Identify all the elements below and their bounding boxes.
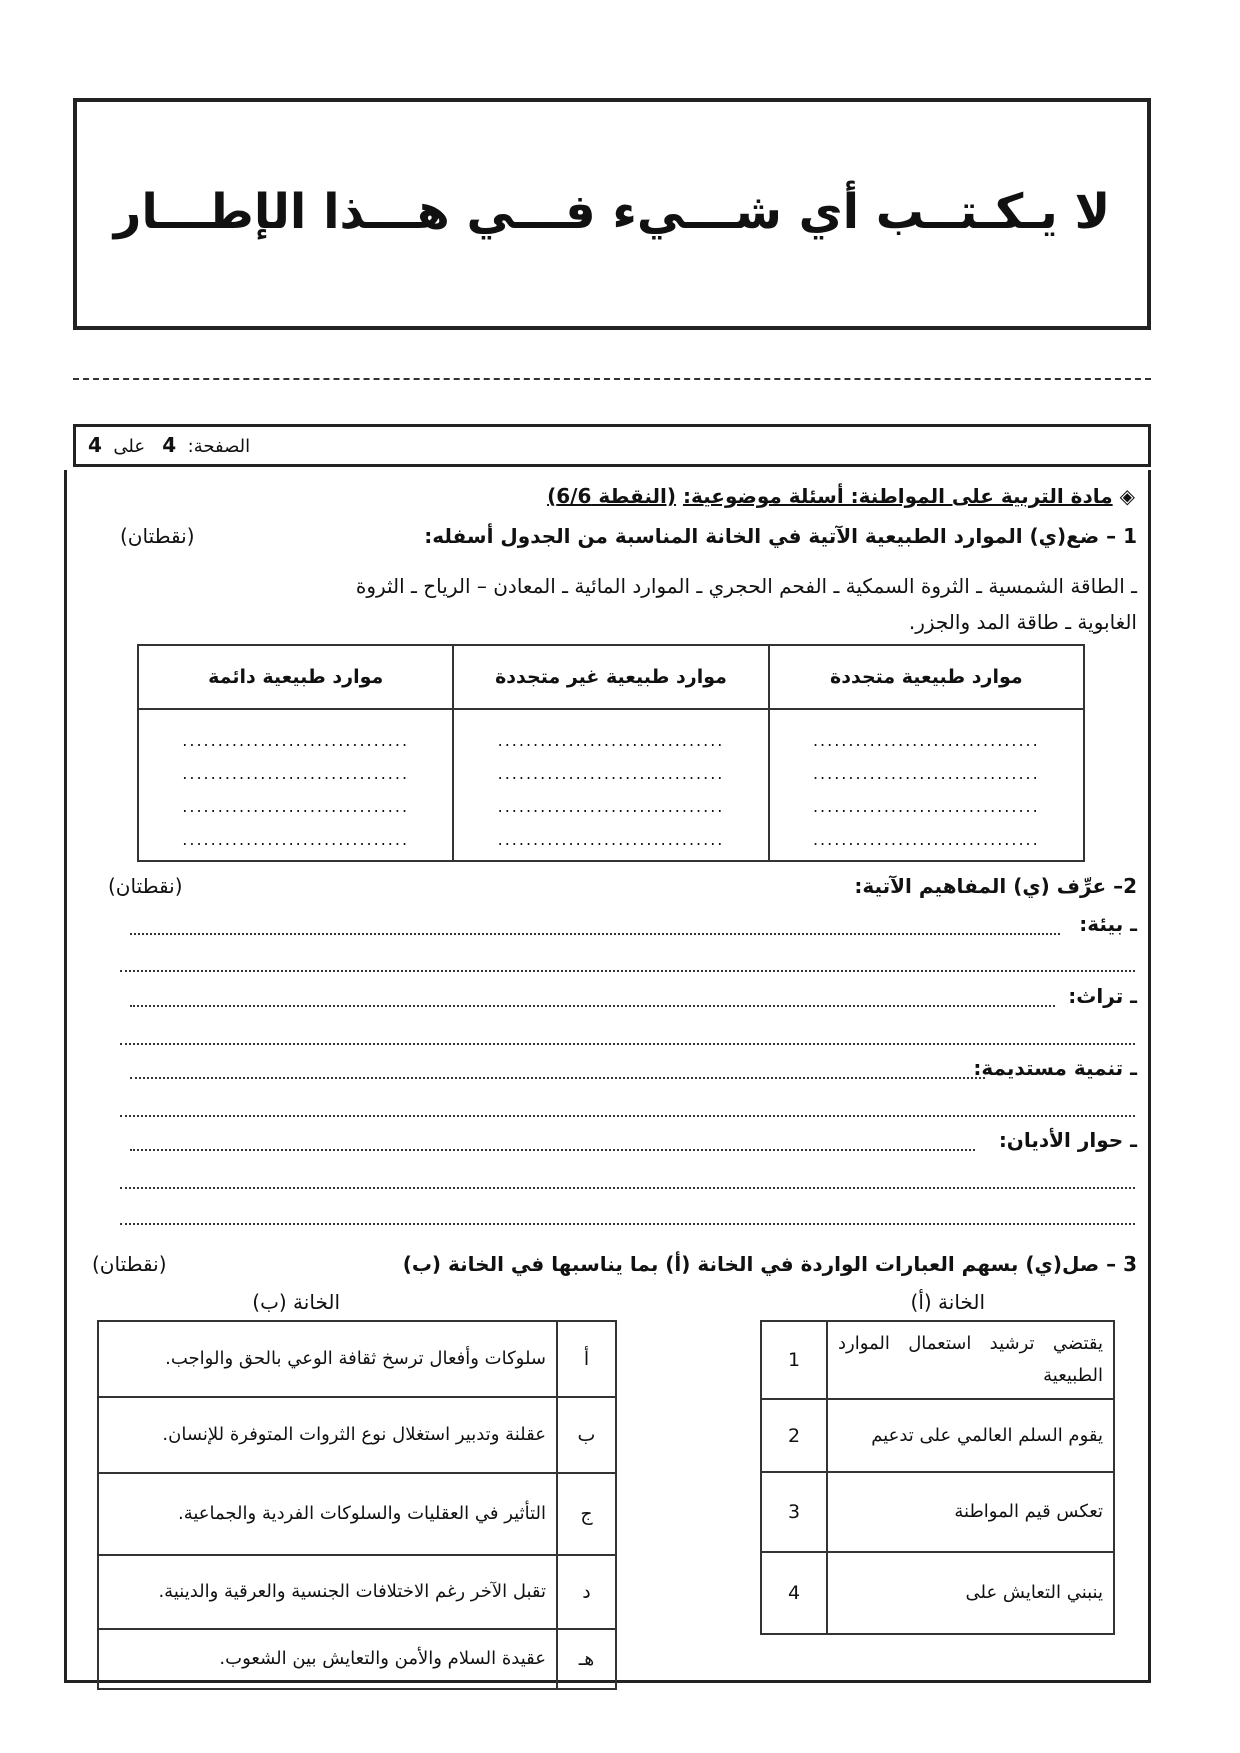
column-a-statement: تعكس قيم المواطنة — [827, 1472, 1114, 1552]
q1-prompt: 1 – ضع(ي) الموارد الطبيعية الآتية في الخانة المناسبة من الجدول أسفله: — [424, 524, 1137, 548]
answer-blank: ................................ — [182, 797, 410, 816]
column-b-row — [98, 1629, 616, 1689]
column-a-row — [761, 1321, 1114, 1399]
answer-blank: ................................ — [812, 797, 1040, 816]
answer-cell-non-renewable[interactable] — [453, 709, 768, 861]
column-b-row — [98, 1397, 616, 1473]
q1-classification-table — [137, 644, 1085, 862]
answer-blank: ................................ — [812, 764, 1040, 783]
q2-term-environment: ـ بيئة: — [1079, 912, 1137, 936]
page-number-bar — [73, 424, 1151, 467]
column-b-row — [98, 1321, 616, 1397]
column-b-row — [98, 1555, 616, 1629]
column-b-statement: عقيدة السلام والأمن والتعايش بين الشعوب. — [98, 1629, 557, 1689]
answer-line[interactable] — [130, 1005, 1055, 1007]
answer-blank: ................................ — [182, 830, 410, 849]
header-renewable: موارد طبيعية متجددة — [769, 645, 1084, 709]
answer-blank: ................................ — [497, 830, 725, 849]
answer-blank: ................................ — [182, 764, 410, 783]
answer-line[interactable] — [120, 1223, 1135, 1225]
subject-title: مادة التربية على المواطنة: أسئلة موضوعية: — [683, 484, 1113, 508]
answer-blank: ................................ — [497, 797, 725, 816]
table-header-row — [138, 645, 1084, 709]
column-b-letter[interactable]: ب — [557, 1397, 616, 1473]
do-not-write-frame — [73, 98, 1151, 330]
column-a-row — [761, 1472, 1114, 1552]
answer-line[interactable] — [120, 1043, 1135, 1045]
column-b-letter[interactable]: هـ — [557, 1629, 616, 1689]
answer-blank: ................................ — [182, 731, 410, 750]
answer-line[interactable] — [130, 933, 1060, 935]
column-a-row — [761, 1399, 1114, 1472]
answer-blank: ................................ — [812, 830, 1040, 849]
page-label: الصفحة: — [187, 436, 251, 457]
page-total: 4 — [88, 433, 102, 457]
answer-blank: ................................ — [497, 731, 725, 750]
page-current: 4 — [162, 433, 177, 457]
header-permanent: موارد طبيعية دائمة — [138, 645, 453, 709]
column-a-statement: يقتضي ترشيد استعمال الموارد الطبيعية — [827, 1321, 1114, 1399]
q2-term-heritage: ـ تراث: — [1068, 984, 1137, 1008]
column-a-number[interactable]: 3 — [761, 1472, 827, 1552]
column-b-statement: تقبل الآخر رغم الاختلافات الجنسية والعرقية والدينية. — [98, 1555, 557, 1629]
q1-points: (نقطتان) — [120, 524, 195, 548]
q1-resources-line-2: الغابوية ـ طاقة المد والجزر. — [908, 610, 1137, 634]
page-indicator — [88, 433, 250, 457]
column-a-number[interactable]: 1 — [761, 1321, 827, 1399]
q2-prompt: 2– عرِّف (ي) المفاهيم الآتية: — [854, 874, 1137, 898]
column-a-number[interactable]: 4 — [761, 1552, 827, 1634]
column-b-statement: عقلنة وتدبير استغلال نوع الثروات المتوفرة للإنسان. — [98, 1397, 557, 1473]
answer-line[interactable] — [130, 1077, 985, 1079]
q3-column-a-table — [760, 1320, 1115, 1635]
q3-column-b-table — [97, 1320, 617, 1690]
page-of: على — [113, 436, 146, 457]
answer-blank: ................................ — [812, 731, 1040, 750]
column-b-letter[interactable]: أ — [557, 1321, 616, 1397]
q2-term-sustainable-development: ـ تنمية مستديمة: — [973, 1056, 1137, 1080]
column-b-row — [98, 1473, 616, 1555]
table-answer-row — [138, 709, 1084, 861]
answer-line[interactable] — [120, 970, 1135, 972]
header-non-renewable: موارد طبيعية غير متجددة — [453, 645, 768, 709]
column-a-statement: ينبني التعايش على — [827, 1552, 1114, 1634]
do-not-write-warning: لا يـكـتــب أي شـــيء فـــي هـــذا الإطـــار — [113, 184, 1111, 240]
column-b-statement: التأثير في العقليات والسلوكات الفردية والجماعية. — [98, 1473, 557, 1555]
subject-heading — [547, 484, 1135, 508]
q3-column-b-label: الخانة (ب) — [252, 1290, 340, 1314]
q2-term-interfaith-dialogue: ـ حوار الأديان: — [998, 1128, 1137, 1152]
column-a-row — [761, 1552, 1114, 1634]
column-a-statement: يقوم السلم العالمي على تدعيم — [827, 1399, 1114, 1472]
q2-points: (نقطتان) — [108, 874, 183, 898]
q3-points: (نقطتان) — [92, 1252, 167, 1276]
cut-line — [73, 378, 1151, 380]
answer-line[interactable] — [120, 1115, 1135, 1117]
answer-cell-permanent[interactable] — [138, 709, 453, 861]
q3-column-a-label: الخانة (أ) — [910, 1290, 985, 1314]
column-b-letter[interactable]: ج — [557, 1473, 616, 1555]
answer-line[interactable] — [130, 1149, 975, 1151]
q1-resources-line-1: ـ الطاقة الشمسية ـ الثروة السمكية ـ الفحم الحجري ـ الموارد المائية ـ المعادن – الرياح ـ الثروة — [355, 574, 1137, 598]
answer-blank: ................................ — [497, 764, 725, 783]
q3-prompt: 3 – صل(ي) بسهم العبارات الواردة في الخانة (أ) بما يناسبها في الخانة (ب) — [402, 1252, 1137, 1276]
column-a-number[interactable]: 2 — [761, 1399, 827, 1472]
column-b-statement: سلوكات وأفعال ترسخ ثقافة الوعي بالحق والواجب. — [98, 1321, 557, 1397]
answer-cell-renewable[interactable] — [769, 709, 1084, 861]
column-b-letter[interactable]: د — [557, 1555, 616, 1629]
answer-line[interactable] — [120, 1187, 1135, 1189]
diamond-bullet-icon: ◈ — [1119, 484, 1135, 508]
subject-points: (النقطة 6/6) — [547, 484, 677, 508]
